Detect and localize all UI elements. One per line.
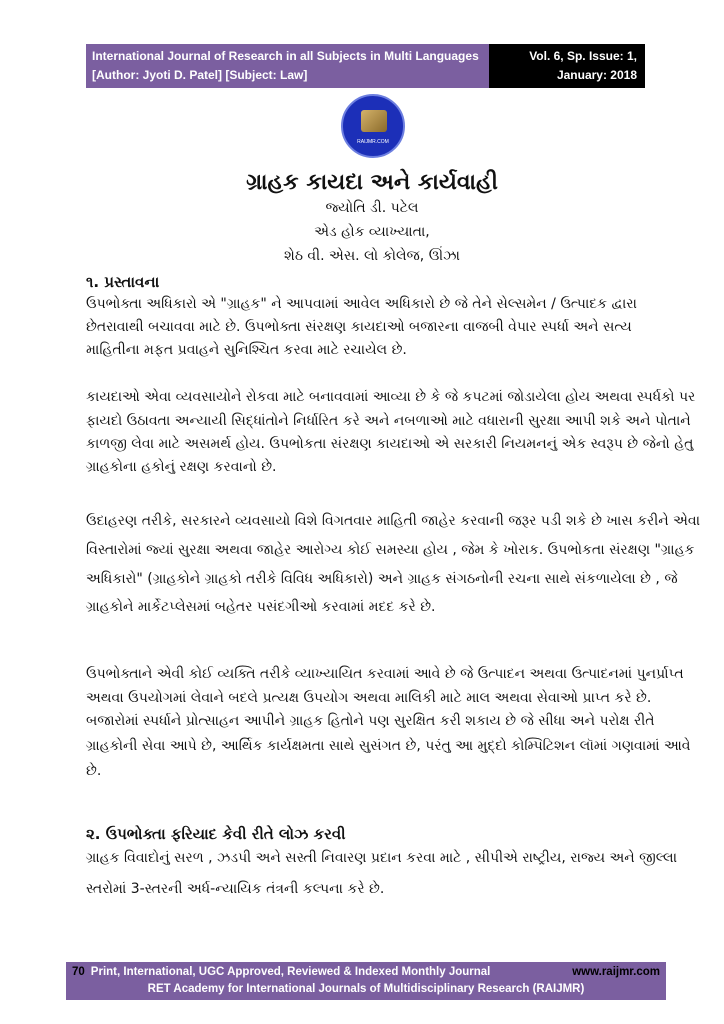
footer-publisher: RET Academy for International Journals of Multidisciplinary Research (RAIJMR) [147,983,585,995]
text-line: ગ્રાહકોને માર્કેટપ્લેસમાં બહેતર પસંદગીઓ કરવામાં મદદ કરે છે. [86,599,436,615]
text-line: છે. [86,763,102,779]
author-subject: [Author: Jyoti D. Patel] [Subject: Law] [92,68,308,82]
text-line: સ્તરોમાં 3-સ્તરની અર્ધ-ન્યાયિક તંત્રની કલ્પના કરે છે. [86,881,385,897]
text-line: ગ્રાહક વિવાદોનું સરળ , ઝડપી અને સસ્તી નિવારણ પ્રદાન કરવા માટે , સીપીએ રાષ્ટ્રીય, રાજ્ય અને જીલ્લા [86,850,678,866]
text-line: બજારોમાં સ્પર્ધાને પ્રોત્સાહન આપીને ગ્રાહક હિતોને પણ સુરક્ષિત કરી શકાય છે જે સીધા અને પરોક્ષ રીતે [86,713,655,729]
raijmr-logo [341,94,405,158]
section-heading-complaint: ૨. ઉપભોક્તા ફરિયાદ કેવી રીતે લોઝ કરવી [86,825,346,843]
journal-name: International Journal of Research in all Subjects in Multi Languages [92,49,479,63]
text-line: કાળજી લેવા માટે અસમર્થ હોય. ઉપભોકતા સંરક્ષણ કાયદાઓ એ સરકારી નિયમનનું એક સ્વરૂપ છે જેનો હેતુ [86,436,694,452]
volume-info: Vol. 6, Sp. Issue: 1, January: 2018 [529,49,637,82]
section-heading-introduction: ૧. પ્રસ્તાવના [86,273,160,291]
page-number: 70 [72,966,85,978]
author-name: જ્યોતિ ડી. પટેલ [325,200,419,216]
paper-title: ગ્રાહક કાયદા અને કાર્યવાહી [246,170,498,195]
author-designation: એડ હોક વ્યાખ્યાતા, [314,224,430,240]
text-line: ઉપભોક્તાને એવી કોઈ વ્યક્તિ તરીકે વ્યાખ્યાયિત કરવામાં આવે છે જે ઉત્પાદન અથવા ઉત્પાદનમાં પુનર્પ્રાપ્ત [86,666,684,682]
footer-website-link[interactable]: www.raijmr.com [572,966,660,978]
footer-journal-info: Print, International, UGC Approved, Reviewed & Indexed Monthly Journal [90,966,491,978]
text-line: ગ્રાહકોની સેવા આપે છે, આર્થિક કાર્યક્ષમતા સાથે સુસંગત છે, પરંતુ આ મુદ્દો કોમ્પિટિશન લૉમાં ગણવામાં આવે [86,738,691,754]
text-line: અથવા ઉપયોગમાં લેવાને બદલે પ્રત્યક્ષ ઉપયોગ અથવા માલિકી માટે માલ અથવા સેવાઓ પ્રાપ્ત કરે છે. [86,690,652,706]
text-line: કાયદાઓ એવા વ્યવસાયોને રોકવા માટે બનાવવામાં આવ્યા છે કે જે કપટમાં જોડાયેલા હોય અથવા સ્પર્ધકો પર [86,389,696,405]
page-footer [66,962,666,1000]
text-line: ઉપભોક્તા અધિકારો એ "ગ્રાહક" ને આપવામાં આવેલ અધિકારો છે જે તેને સેલ્સમેન / ઉત્પાદક દ્વારા [86,296,637,312]
journal-header [86,44,489,88]
logo-text: RAIJMR.COM [357,139,389,145]
text-line: ગ્રાહકોના હકોનું રક્ષણ કરવાનો છે. [86,459,277,475]
text-line: વિસ્તારોમાં જ્યાં સુરક્ષા અથવા જાહેર આરોગ્ય કોઈ સમસ્યા હોય , જેમ કે ખોરાક. ઉપભોકતા સંરક્ષણ "ગ્રાહક [86,542,695,558]
quill-scroll-icon [361,110,387,132]
text-line: અધિકારો" (ગ્રાહકોને ગ્રાહકો તરીકે વિવિધ અધિકારો) અને ગ્રાહક સંગઠનોની રચના સાથે સંકળાયેલા છે , જે [86,571,678,587]
text-line: ફાયદો ઉઠાવતા અન્યાયી સિદ્ધાંતોને નિર્ધારિત કરે અને નબળાઓ માટે વધારાની સુરક્ષા આપી શકે અને પોતાને [86,413,691,429]
issn-info: (IJRSML) ISSN: 2321 - 2853 [512,87,637,120]
text-line: માહિતીના મફત પ્રવાહને સુનિશ્ચિત કરવા માટે રચાયેલ છે. [86,342,407,358]
issue-header [489,44,645,120]
text-line: ઉદાહરણ તરીકે, સરકારને વ્યવસાયો વિશે વિગતવાર માહિતી જાહેર કરવાની જરૂર પડી શકે છે ખાસ કરીને એવા [86,513,701,529]
author-institution: શેઠ વી. એસ. લો કોલેજ, ઊંઝા [284,248,460,264]
text-line: છેતરાવાથી બચાવવા માટે છે. ઉપભોક્તા સંરક્ષણ કાયદાઓ બજારના વાજબી વેપાર સ્પર્ધા અને સત્ય [86,319,632,335]
